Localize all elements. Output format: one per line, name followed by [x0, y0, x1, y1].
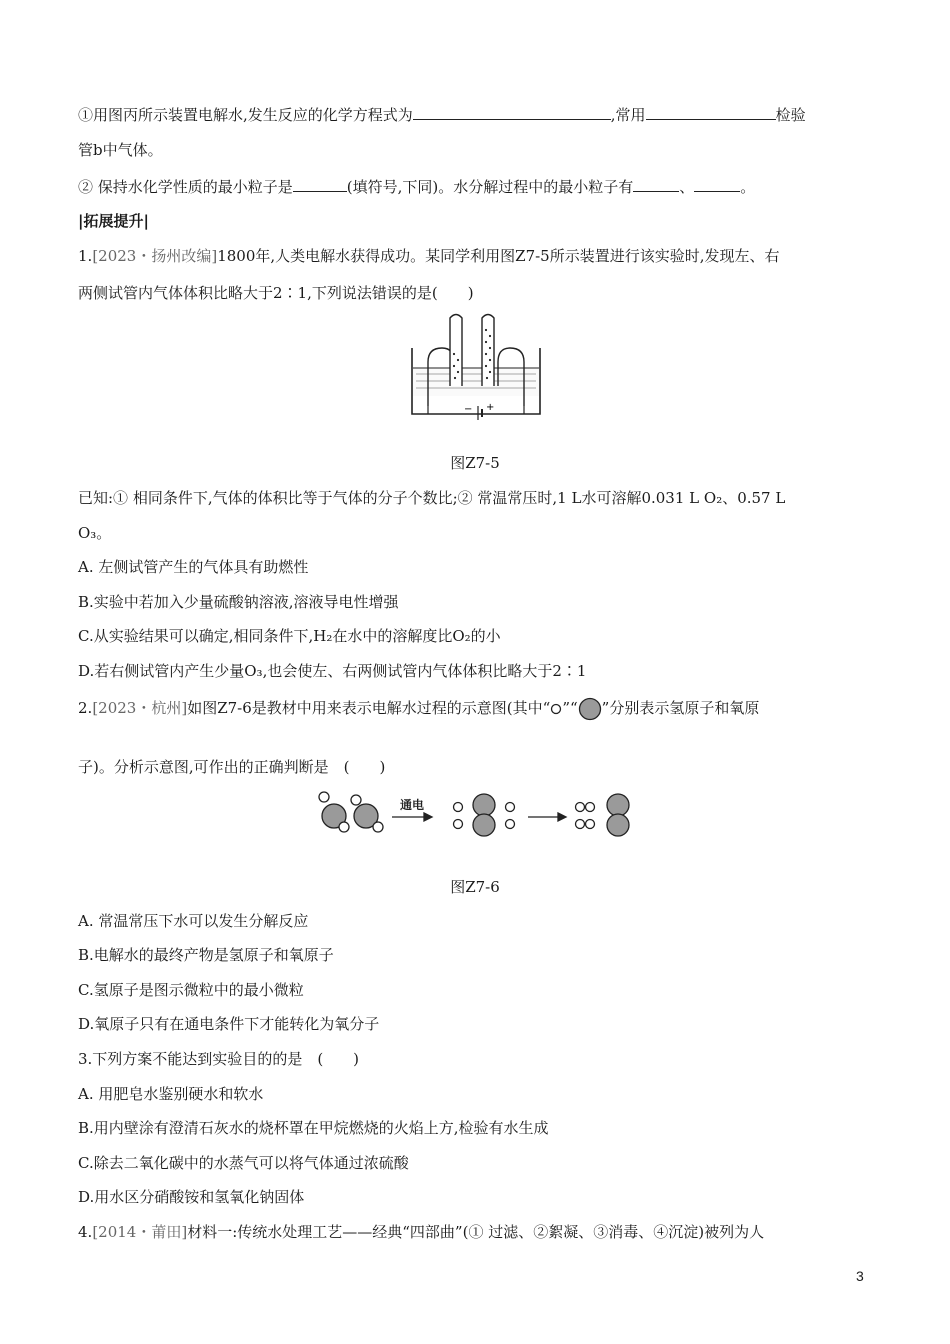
question-1-known-1: 已知:① 相同条件下,气体的体积比等于气体的分子个数比;② 常温常压时,1 L水可溶解0.031 L O₂、0.57 L [78, 489, 786, 507]
o-atom [473, 814, 495, 836]
left-test-tube [450, 315, 462, 387]
battery-plus-sign: + [486, 402, 495, 413]
o-atom [607, 814, 629, 836]
h-atom [373, 822, 383, 832]
question-1-option-a[interactable]: A. 左侧试管产生的气体具有助燃性 [78, 558, 309, 576]
fill-in-item-2: ② 保持水化学性质的最小粒子是 (填符号,下同)。水分解过程中的最小粒子有 、 。 [78, 178, 756, 196]
question-1-option-c[interactable]: C.从实验结果可以确定,相同条件下,H₂在水中的溶解度比O₂的小 [78, 627, 501, 645]
question-2-option-d[interactable]: D.氧原子只有在通电条件下才能转化为氧分子 [78, 1015, 380, 1033]
o-atom [473, 794, 495, 816]
question-1-option-b[interactable]: B.实验中若加入少量硫酸钠溶液,溶液导电性增强 [78, 593, 399, 611]
h-atom [339, 822, 349, 832]
question-2-line-1: 2.[2023・杭州]如图Z7-6是教材中用来表示电解水过程的示意图(其中“ ”“ ”分别表示氢原子和氧原 [78, 697, 759, 721]
answer-blank-equation[interactable] [413, 104, 611, 120]
right-test-tube [482, 315, 494, 387]
question-3-stem: 3.下列方案不能达到实验目的的是 ( ) [78, 1050, 360, 1068]
question-2-option-a[interactable]: A. 常温常压下水可以发生分解反应 [78, 912, 309, 930]
hydrogen-atom-icon [550, 703, 562, 715]
question-1-option-d[interactable]: D.若右侧试管内产生少量O₃,也会使左、右两侧试管内气体体积比略大于2∶1 [78, 662, 587, 680]
oxygen-atom-icon [578, 697, 602, 721]
h-atom [586, 820, 595, 829]
question-2-line-2: 子)。分析示意图,可作出的正确判断是 ( ) [78, 758, 386, 776]
h-atom [586, 803, 595, 812]
water [413, 368, 539, 396]
h-atom [454, 803, 463, 812]
answer-blank-test-method[interactable] [646, 104, 776, 120]
reaction-arrow-head [424, 813, 432, 821]
question-source-tag: [2023・杭州] [92, 699, 188, 717]
question-4-line-1: 4.[2014・莆田]材料一:传统水处理工艺——经典“四部曲”(① 过滤、②絮凝、③消毒、④沉淀)被列为人 [78, 1223, 765, 1241]
question-3-option-b[interactable]: B.用内壁涂有澄清石灰水的烧杯罩在甲烷燃烧的火焰上方,检验有水生成 [78, 1119, 549, 1137]
question-2-option-c[interactable]: C.氢原子是图示微粒中的最小微粒 [78, 981, 304, 999]
question-3-option-c[interactable]: C.除去二氧化碳中的水蒸气可以将气体通过浓硫酸 [78, 1154, 409, 1172]
circuit-wire [428, 406, 524, 414]
h-atom [576, 820, 585, 829]
question-source-tag: [2014・莆田] [92, 1223, 188, 1241]
section-heading: |拓展提升| [78, 212, 149, 230]
question-3-option-a[interactable]: A. 用肥皂水鉴别硬水和软水 [78, 1085, 264, 1103]
question-3-option-d[interactable]: D.用水区分硝酸铵和氢氧化钠固体 [78, 1188, 305, 1206]
answer-blank-particle-2[interactable] [694, 176, 740, 192]
page-number: 3 [856, 1268, 864, 1284]
arrow-label-electrify: 通电 [400, 798, 425, 812]
h-atom [506, 803, 515, 812]
fill-in-item-1-cont: 管b中气体。 [78, 141, 163, 159]
battery-minus-sign: − [464, 404, 473, 415]
h-atom [351, 795, 361, 805]
figure-z7-5-electrolysis-apparatus [408, 310, 548, 420]
question-1-line-2: 两侧试管内气体体积比略大于2∶1,下列说法错误的是( ) [78, 284, 474, 302]
figure-z7-6-water-electrolysis-diagram [316, 786, 636, 838]
h-atom [454, 820, 463, 829]
question-2-option-b[interactable]: B.电解水的最终产物是氢原子和氧原子 [78, 946, 334, 964]
reaction-arrow-head [558, 813, 566, 821]
figure-caption-z7-5: 图Z7-5 [450, 454, 500, 472]
h-atom [319, 792, 329, 802]
figure-caption-z7-6: 图Z7-6 [450, 878, 500, 896]
h-atom [506, 820, 515, 829]
question-source-tag: [2023・扬州改编] [92, 247, 218, 265]
answer-blank-particle-1[interactable] [633, 176, 679, 192]
o-atom [607, 794, 629, 816]
fill-in-item-1: ①用图丙所示装置电解水,发生反应的化学方程式为 ,常用 检验 [78, 106, 806, 124]
answer-blank-smallest-particle[interactable] [293, 176, 347, 192]
question-1-known-2: O₃。 [78, 524, 112, 542]
question-1-line-1: 1.[2023・扬州改编]1800年,人类电解水获得成功。某同学利用图Z7-5所示装置进行该实验时,发现左、右 [78, 247, 780, 265]
h-atom [576, 803, 585, 812]
